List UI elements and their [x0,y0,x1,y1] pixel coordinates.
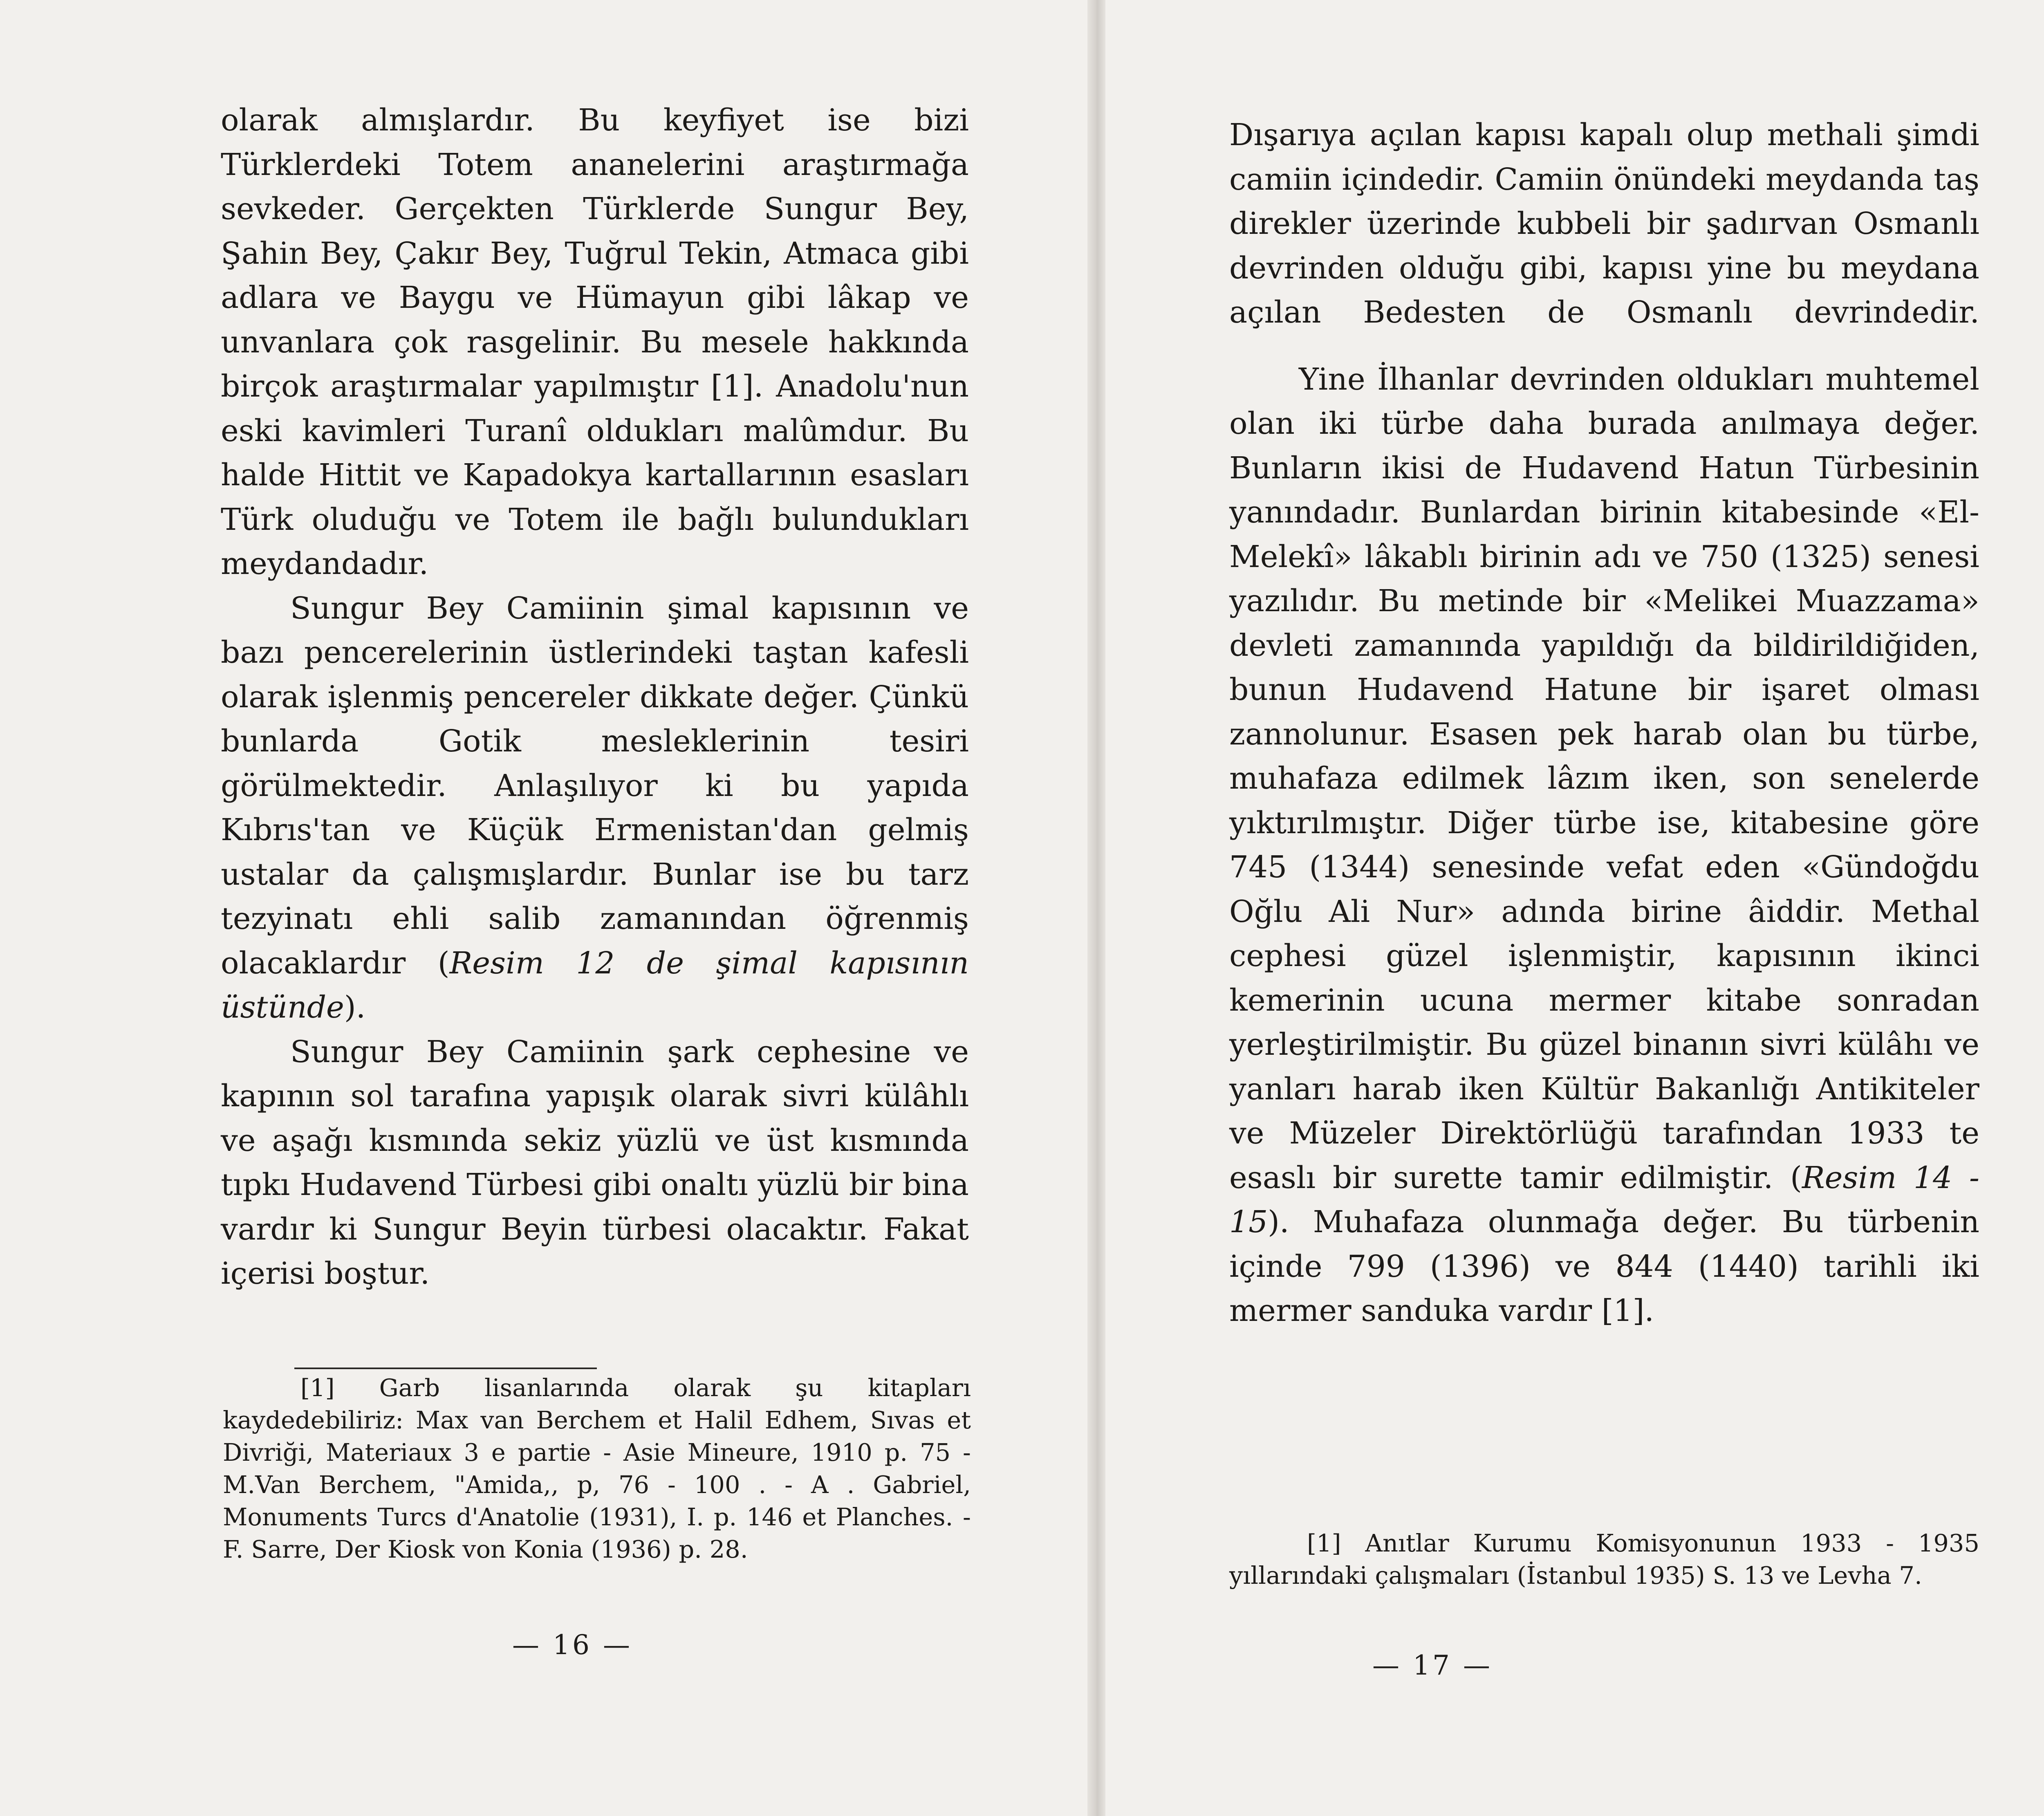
right-figure-reference: Resim 14 - 15 [1229,1160,1979,1240]
left-footnote-text: [1] Garb lisanlarında olarak şu kitapları kaydedebiliriz: Max van Berchem et Halil Edhem, Sıvas et Divriği, Materiaux 3 e partie - Asie Mineure, 1910 p. 75 - M.Van Berchem, "Amida,, p, 76 - 100 . - A . Gabriel, Monuments Turcs d'Anatolie (1931), I. p. 146 et Planches. - F. Sarre, Der Kiosk von Konia (1936) p. 28. [223,1374,971,1563]
right-footnote [1229,1527,1979,1592]
left-paragraph-2 [221,586,969,1030]
right-page-number: — 17 — [1372,1650,1493,1681]
right-paragraph-2-text: Yine İlhanlar devrinden oldukları muhtemel olan iki türbe daha burada anılmaya değer. Bunların ikisi de Hudavend Hatun Türbesinin yanındadır. Bunlardan birinin kitabesinde «El-Melekî» lâkablı birinin adı ve 750 (1325) senesi yazılıdır. Bu metinde bir «Melikei Muazzama» devleti zamanında yapıldığı da bildirildiğiden, bunun Hudavend Hatune bir işaret olması zannolunur. Esasen pek harab olan bu türbe, muhafaza edilmek lâzım iken, son senelerde yıktırılmıştır. Diğer türbe ise, kitabesine göre 745 (1344) senesinde vefat eden «Gündoğdu Oğlu Ali Nur» adında birine âiddir. Methal cephesi güzel işlenmiştir, kapısının ikinci kemerinin ucuna mermer kitabe sonradan yerleştirilmiştir. Bu güzel binanın sivri külâhı ve yanları harab iken Kültür Bakanlığı Antikiteler ve Müzeler Direktörlüğü tarafından 1933 te esaslı bir surette tamir edilmiştir. ( [1229,361,1979,1195]
right-paragraph-2-end: ). Muhafaza olunmağa değer. Bu türbenin içinde 799 (1396) ve 844 (1440) tarihli iki mermer sanduka vardır [1]. [1229,1204,1979,1328]
left-paragraph-2-text: Sungur Bey Camiinin şimal kapısının ve bazı pencerelerinin üstlerindeki taştan kafesli olarak işlenmiş pencereler dikkate değer. Çünkü bunlarda Gotik mesleklerinin tesiri görülmektedir. Anlaşılıyor ki bu yapıda Kıbrıs'tan ve Küçük Ermenistan'dan gelmiş ustalar da çalışmışlardır. Bunlar ise bu tarz tezyinatı ehli salib zamanından öğrenmiş olacaklardır ( [221,590,969,981]
right-page [1105,0,2044,1816]
left-page-body [221,98,969,1296]
right-page-body [1229,113,1979,1333]
right-footnote-text: [1] Anıtlar Kurumu Komisyonunun 1933 - 1935 yıllarındaki çalışmaları (İstanbul 1935) S. 13 ve Levha 7. [1229,1529,1979,1590]
right-paragraph-1: Dışarıya açılan kapısı kapalı olup methali şimdi camiin içindedir. Camiin önündeki meydanda taş direkler üzerinde kubbeli bir şadırvan Osmanlı devrinden olduğu gibi, kapısı yine bu meydana açılan Bedesten de Osmanlı devrindedir. [1229,117,1979,330]
left-page-number: — 16 — [512,1629,632,1661]
left-paragraph-1: olarak almışlardır. Bu keyfiyet ise bizi Türklerdeki Totem ananelerini araştırmağa sevkeder. Gerçekten Türklerde Sungur Bey, Şahin Bey, Çakır Bey, Tuğrul Tekin, Atmaca gibi adlara ve Baygu ve Hümayun gibi lâkap ve unvanlara çok rasgelinir. Bu mesele hakkında birçok araştırmalar yapılmıştır [1]. Anadolu'nun eski kavimleri Turanî oldukları malûmdur. Bu halde Hittit ve Kapadokya kartallarının esasları Türk oluduğu ve Totem ile bağlı bulundukları meydandadır. [221,103,969,581]
left-paragraph-2-end: ). [344,990,366,1025]
left-figure-reference: Resim 12 de şimal kapısının üstünde [221,945,969,1025]
left-footnote-rule [294,1368,597,1369]
left-paragraph-3: Sungur Bey Camiinin şark cephesine ve kapının sol tarafına yapışık olarak sivri külâhlı ve aşağı kısmında sekiz yüzlü ve üst kısmında tıpkı Hudavend Türbesi gibi onaltı yüzlü bir bina vardır ki Sungur Beyin türbesi olacaktır. Fakat içerisi boştur. [221,1034,969,1291]
right-paragraph-2 [1229,357,1979,1333]
left-footnote [223,1372,971,1565]
book-gutter [1087,0,1105,1816]
